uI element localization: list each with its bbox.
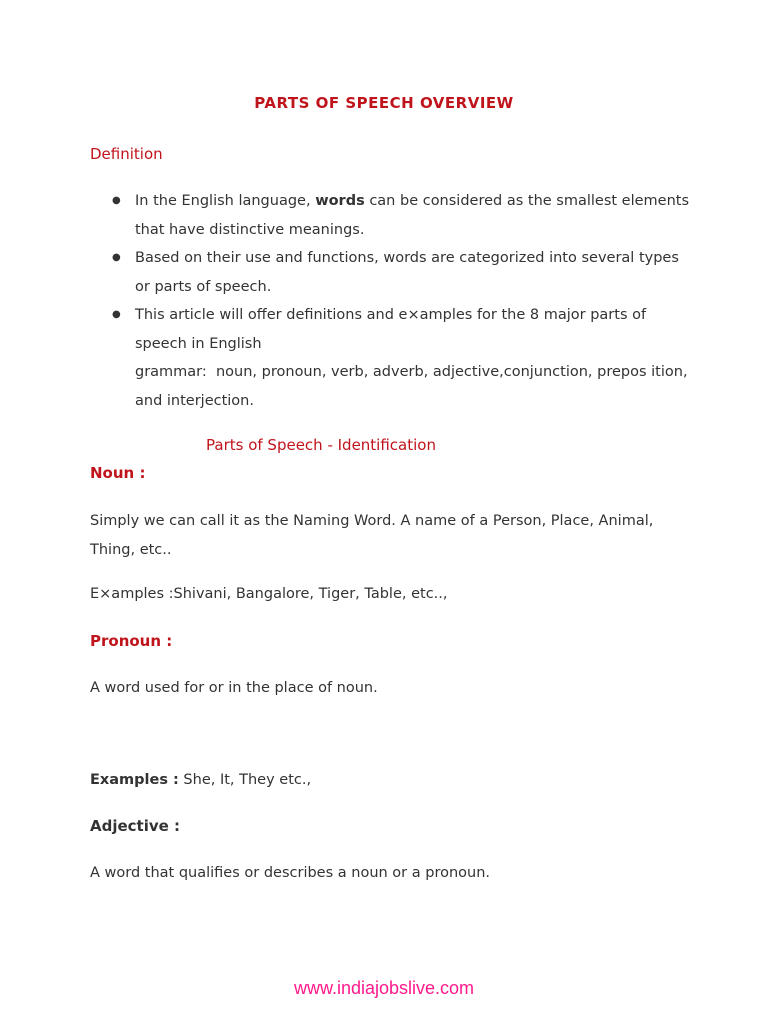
bullet-text-before: In the English language, xyxy=(135,193,316,209)
bullet-text: This article will offer definitions and e×amples for the 8 major parts of speech in English xyxy=(135,307,647,352)
adjective-definition: A word that qualifies or describes a noun or a pronoun. xyxy=(90,865,491,881)
list-item xyxy=(90,301,690,415)
list-item xyxy=(90,187,690,244)
list-item xyxy=(90,244,690,301)
bullet-icon: ● xyxy=(112,309,121,320)
adjective-heading: Adjective : xyxy=(90,817,181,835)
identification-heading: Parts of Speech - Identification xyxy=(206,436,436,454)
pronoun-examples-text: She, It, They etc., xyxy=(178,772,312,788)
bullet-text-grammar: grammar: noun, pronoun, verb, adverb, adjective,conjunction, prepos ition, and interjection. xyxy=(135,364,688,409)
definition-heading: Definition xyxy=(90,145,163,163)
pronoun-heading: Pronoun : xyxy=(90,632,173,650)
pronoun-examples xyxy=(90,766,680,795)
pronoun-definition: A word used for or in the place of noun. xyxy=(90,680,378,696)
bullet-icon: ● xyxy=(112,195,121,206)
footer-link[interactable]: www.indiajobslive.com xyxy=(293,978,475,998)
bullet-text: Based on their use and functions, words are categorized into several types or parts of speech. xyxy=(135,250,679,295)
pronoun-examples-label: Examples : xyxy=(90,772,179,788)
page-title: PARTS OF SPEECH OVERVIEW xyxy=(254,94,514,112)
bullet-icon: ● xyxy=(112,252,121,263)
bullet-text-after: can be considered as the smallest elements that have distinctive meanings. xyxy=(135,193,690,238)
definition-list xyxy=(90,187,690,415)
bullet-text-bold: words xyxy=(315,193,365,209)
noun-examples: E×amples :Shivani, Bangalore, Tiger, Table, etc.., xyxy=(90,586,448,602)
noun-definition: Simply we can call it as the Naming Word. A name of a Person, Place, Animal, Thing, etc.. xyxy=(90,513,654,558)
noun-heading: Noun : xyxy=(90,464,146,482)
